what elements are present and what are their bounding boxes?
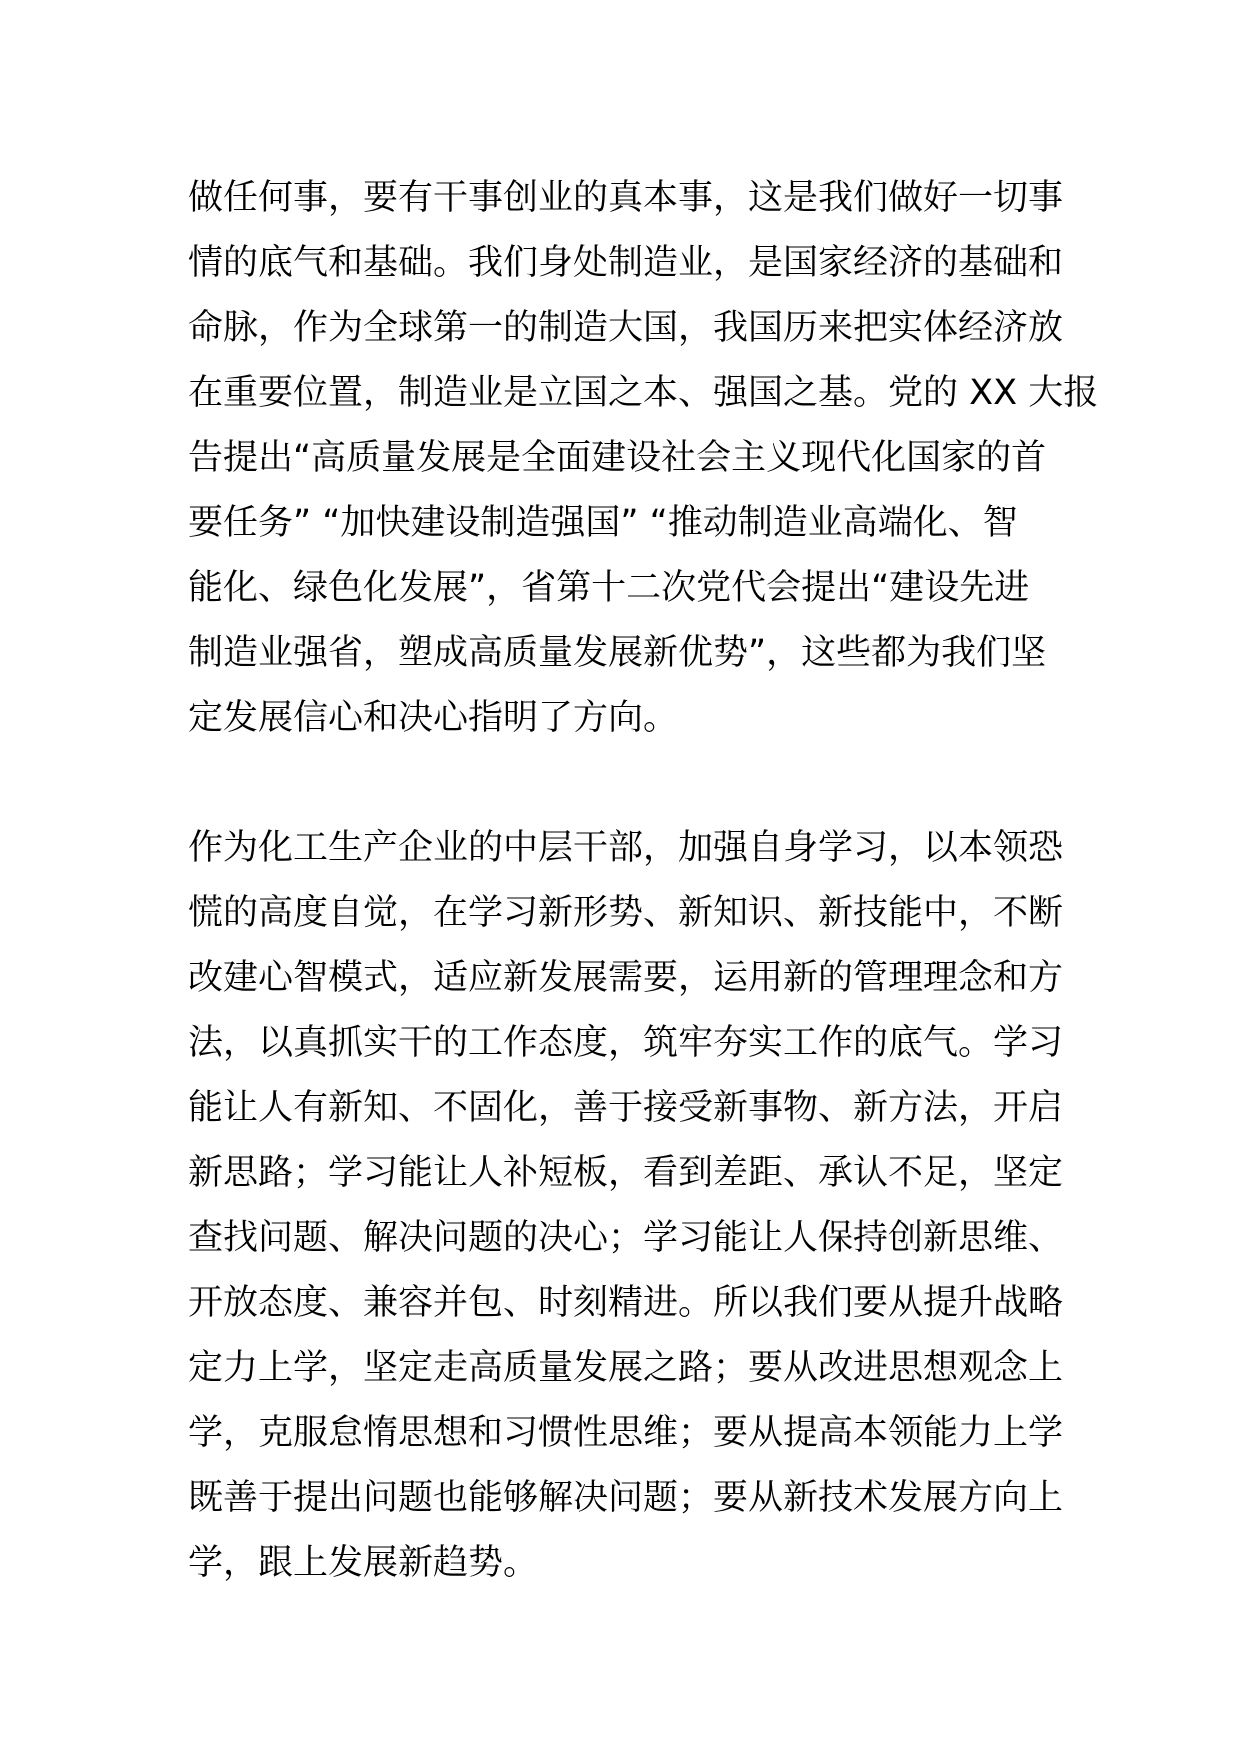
text-line: 新思路；学习能让人补短板，看到差距、承认不足，坚定: [188, 1153, 1064, 1193]
text-line: 作为化工生产企业的中层干部，加强自身学习，以本领恐: [188, 828, 1064, 868]
text-line: 情的底气和基础。我们身处制造业，是国家经济的基础和: [188, 243, 1064, 283]
text-line: 查找问题、解决问题的决心；学习能让人保持创新思维、: [188, 1218, 1064, 1258]
text-line: 开放态度、兼容并包、时刻精进。所以我们要从提升战略: [188, 1283, 1064, 1323]
text-line: 能让人有新知、不固化，善于接受新事物、新方法，开启: [188, 1088, 1064, 1128]
text-line: 改建心智模式，适应新发展需要，运用新的管理理念和方: [188, 958, 1064, 998]
text-line: 学，克服怠惰思想和习惯性思维；要从提高本领能力上学: [188, 1413, 1064, 1453]
text-line: 要任务” “加快建设制造强国” “推动制造业高端化、智: [188, 503, 1018, 543]
text-line: 制造业强省，塑成高质量发展新优势”，这些都为我们坚: [188, 633, 1047, 673]
text-line: 定发展信心和决心指明了方向。: [188, 698, 679, 738]
text-line: 既善于提出问题也能够解决问题；要从新技术发展方向上: [188, 1478, 1064, 1518]
text-line: 慌的高度自觉，在学习新形势、新知识、新技能中，不断: [188, 893, 1064, 933]
text-line: 能化、绿色化发展”，省第十二次党代会提出“建设先进: [188, 568, 1030, 608]
paragraph-1: [188, 166, 1099, 751]
text-line: 法，以真抓实干的工作态度，筑牢夯实工作的底气。学习: [188, 1023, 1064, 1063]
text-line: 学，跟上发展新趋势。: [188, 1543, 539, 1583]
paragraph-2: [188, 816, 1068, 1596]
text-line: 定力上学，坚定走高质量发展之路；要从改进思想观念上: [188, 1348, 1064, 1388]
text-line: 做任何事，要有干事创业的真本事，这是我们做好一切事: [188, 178, 1064, 218]
text-line: 在重要位置，制造业是立国之本、强国之基。党的 XX 大报: [188, 373, 1099, 413]
document-body: [188, 166, 1099, 1596]
text-line: 命脉，作为全球第一的制造大国，我国历来把实体经济放: [188, 308, 1064, 348]
text-line: 告提出“高质量发展是全面建设社会主义现代化国家的首: [188, 438, 1047, 478]
